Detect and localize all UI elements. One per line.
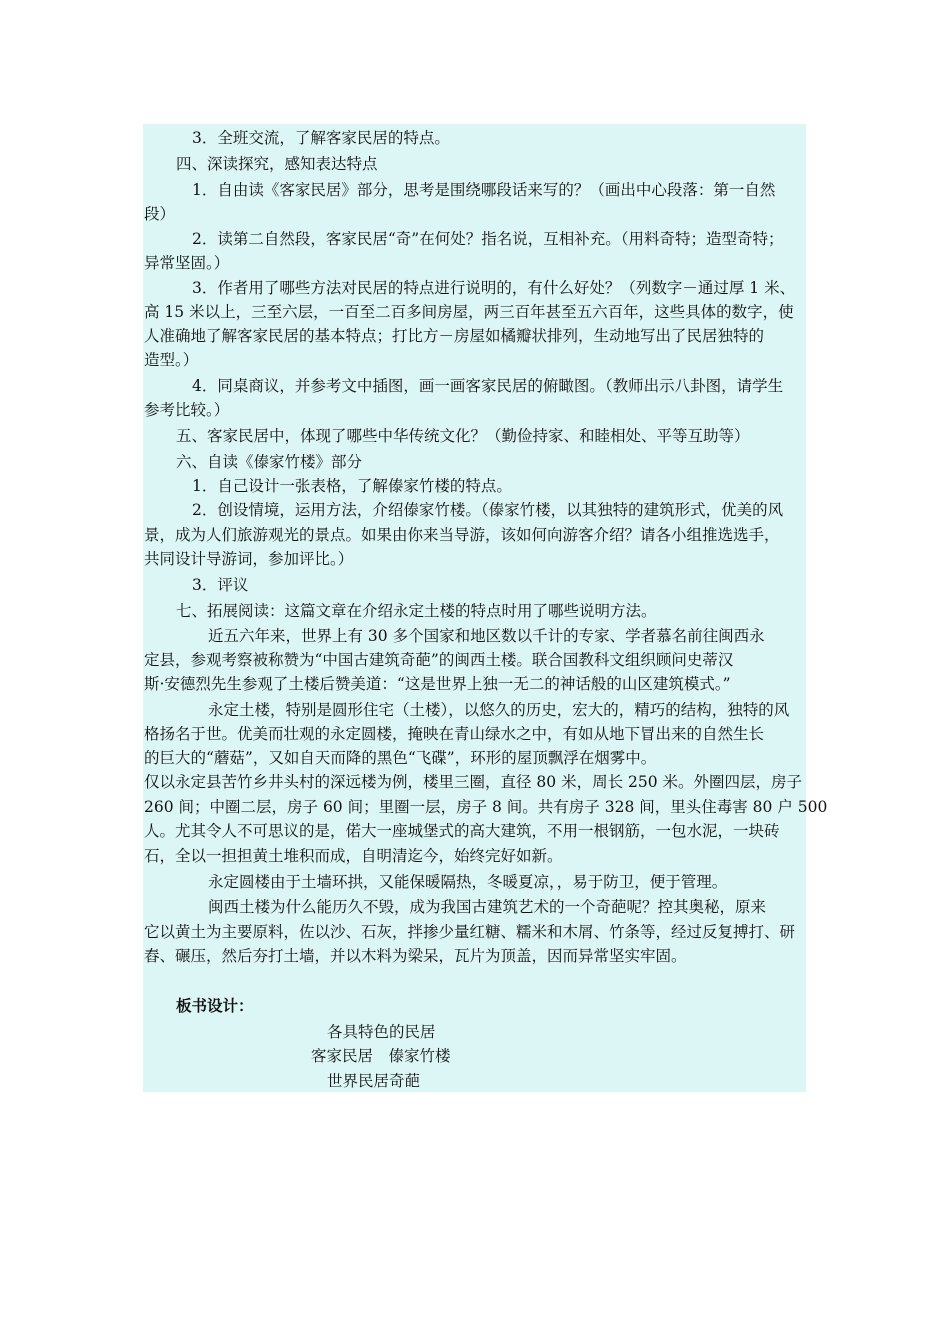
text-line: 斯·安德烈先生参观了土楼后赞美道：“这是世界上独一无二的神话般的山区建筑模式。”: [144, 675, 731, 693]
text-line: 3．全班交流，了解客家民居的特点。: [192, 129, 450, 147]
text-line: 近五六年来，世界上有 30 多个国家和地区数以千计的专家、学者慕名前往闽西永: [208, 627, 765, 645]
text-line: 4．同桌商议，并参考文中插图，画一画客家民居的俯瞰图。（教师出示八卦图，请学生: [192, 377, 784, 395]
board-heading: 板书设计：: [176, 996, 254, 1015]
text-line: 异常坚固。）: [144, 254, 230, 272]
text-line: 景，成为人们旅游观光的景点。如果由你来当导游，该如何向游客介绍？请各小组推选选手，: [144, 526, 780, 544]
text-line: 仅以永定县苦竹乡井头村的深远楼为例，楼里三圈，直径 80 米，周长 250 米。外圈四层，房子: [144, 773, 803, 791]
text-line: 共同设计导游词，参加评比。）: [144, 550, 354, 568]
text-line: 造型。）: [144, 351, 199, 369]
text-line: 3．作者用了哪些方法对民居的特点进行说明的，有什么好处？（列数字－通过厚 1 米、: [192, 279, 796, 297]
text-line: 格扬名于世。优美而壮观的永定圆楼，掩映在青山绿水之中，有如从地下冒出来的自然生长: [144, 725, 765, 743]
section-heading: 六、自读《傣家竹楼》部分: [176, 453, 363, 471]
text-line: 舂、碾压，然后夯打土墙，并以木料为梁呆，瓦片为顶盖，因而异常坚实牢固。: [144, 947, 687, 965]
text-line: 闽西土楼为什么能历久不毁，成为我国古建筑艺术的一个奇葩呢？控其奥秘，原来: [208, 898, 767, 916]
text-line: 段）: [144, 205, 176, 223]
text-line: 高 15 米以上，三至六层，一百至二百多间房屋，两三百年甚至五六百年，这些具体的数字，使: [144, 303, 794, 321]
section-heading: 五、客家民居中，体现了哪些中华传统文化？（勤俭持家、和睦相处、平等互助等）: [176, 427, 750, 445]
text-line: 2．读第二自然段，客家民居“奇”在何处？指名说，互相补充。（用料奇特；造型奇特；: [192, 230, 784, 248]
text-line: 它以黄土为主要原料，佐以沙、石灰，拌掺少量红糖、糯米和木屑、竹条等，经过反复搏打、研: [144, 923, 796, 941]
board-line-3: 世界民居奇葩: [327, 1072, 421, 1090]
section-heading: 四、深读探究，感知表达特点: [176, 155, 378, 173]
text-line: 2．创设情境，运用方法，介绍傣家竹楼。（傣家竹楼，以其独特的建筑形式，优美的风: [192, 501, 784, 519]
text-line: 定县，参观考察被称赞为“中国古建筑奇葩”的闽西土楼。联合国教科文组织顾问史蒂汉: [144, 651, 734, 669]
text-line: 260 间；中圈二层，房子 60 间；里圈一层，房子 8 间。共有房子 328 间，里头住毒害 80 户 500: [144, 798, 828, 816]
text-line: 人准确地了解客家民居的基本特点；打比方－房屋如橘瓣状排列，生动地写出了民居独特的: [144, 327, 765, 345]
text-line: 永定圆楼由于土墙环拱，又能保暖隔热，冬暖夏凉，，易于防卫，便于管理。: [208, 873, 728, 891]
text-line: 永定土楼，特别是圆形住宅（土楼），以悠久的历史，宏大的，精巧的结构，独特的风: [208, 701, 790, 719]
text-line: 的巨大的“蘑菇”，又如自天而降的黑色“飞碟”，环形的屋顶飘浮在烟雾中。: [144, 749, 657, 767]
board-line-2: 客家民居 傣家竹楼: [311, 1047, 451, 1065]
text-line: 3．评议: [192, 576, 249, 594]
text-line: 石，全以一担担黄土堆积而成，自明清迄今，始终完好如新。: [144, 847, 563, 865]
text-line: 参考比较。）: [144, 401, 230, 419]
text-line: 人。尤其令人不可思议的是，偌大一座城堡式的高大建筑，不用一根钢筋，一包水泥，一块砖: [144, 822, 780, 840]
board-line-1: 各具特色的民居: [327, 1023, 436, 1041]
text-line: 1．自己设计一张表格，了解傣家竹楼的特点。: [192, 477, 512, 495]
text-line: 1．自由读《客家民居》部分，思考是围绕哪段话来写的？（画出中心段落：第一自然: [192, 181, 776, 199]
section-heading: 七、拓展阅读：这篇文章在介绍永定土楼的特点时用了哪些说明方法。: [176, 602, 657, 620]
